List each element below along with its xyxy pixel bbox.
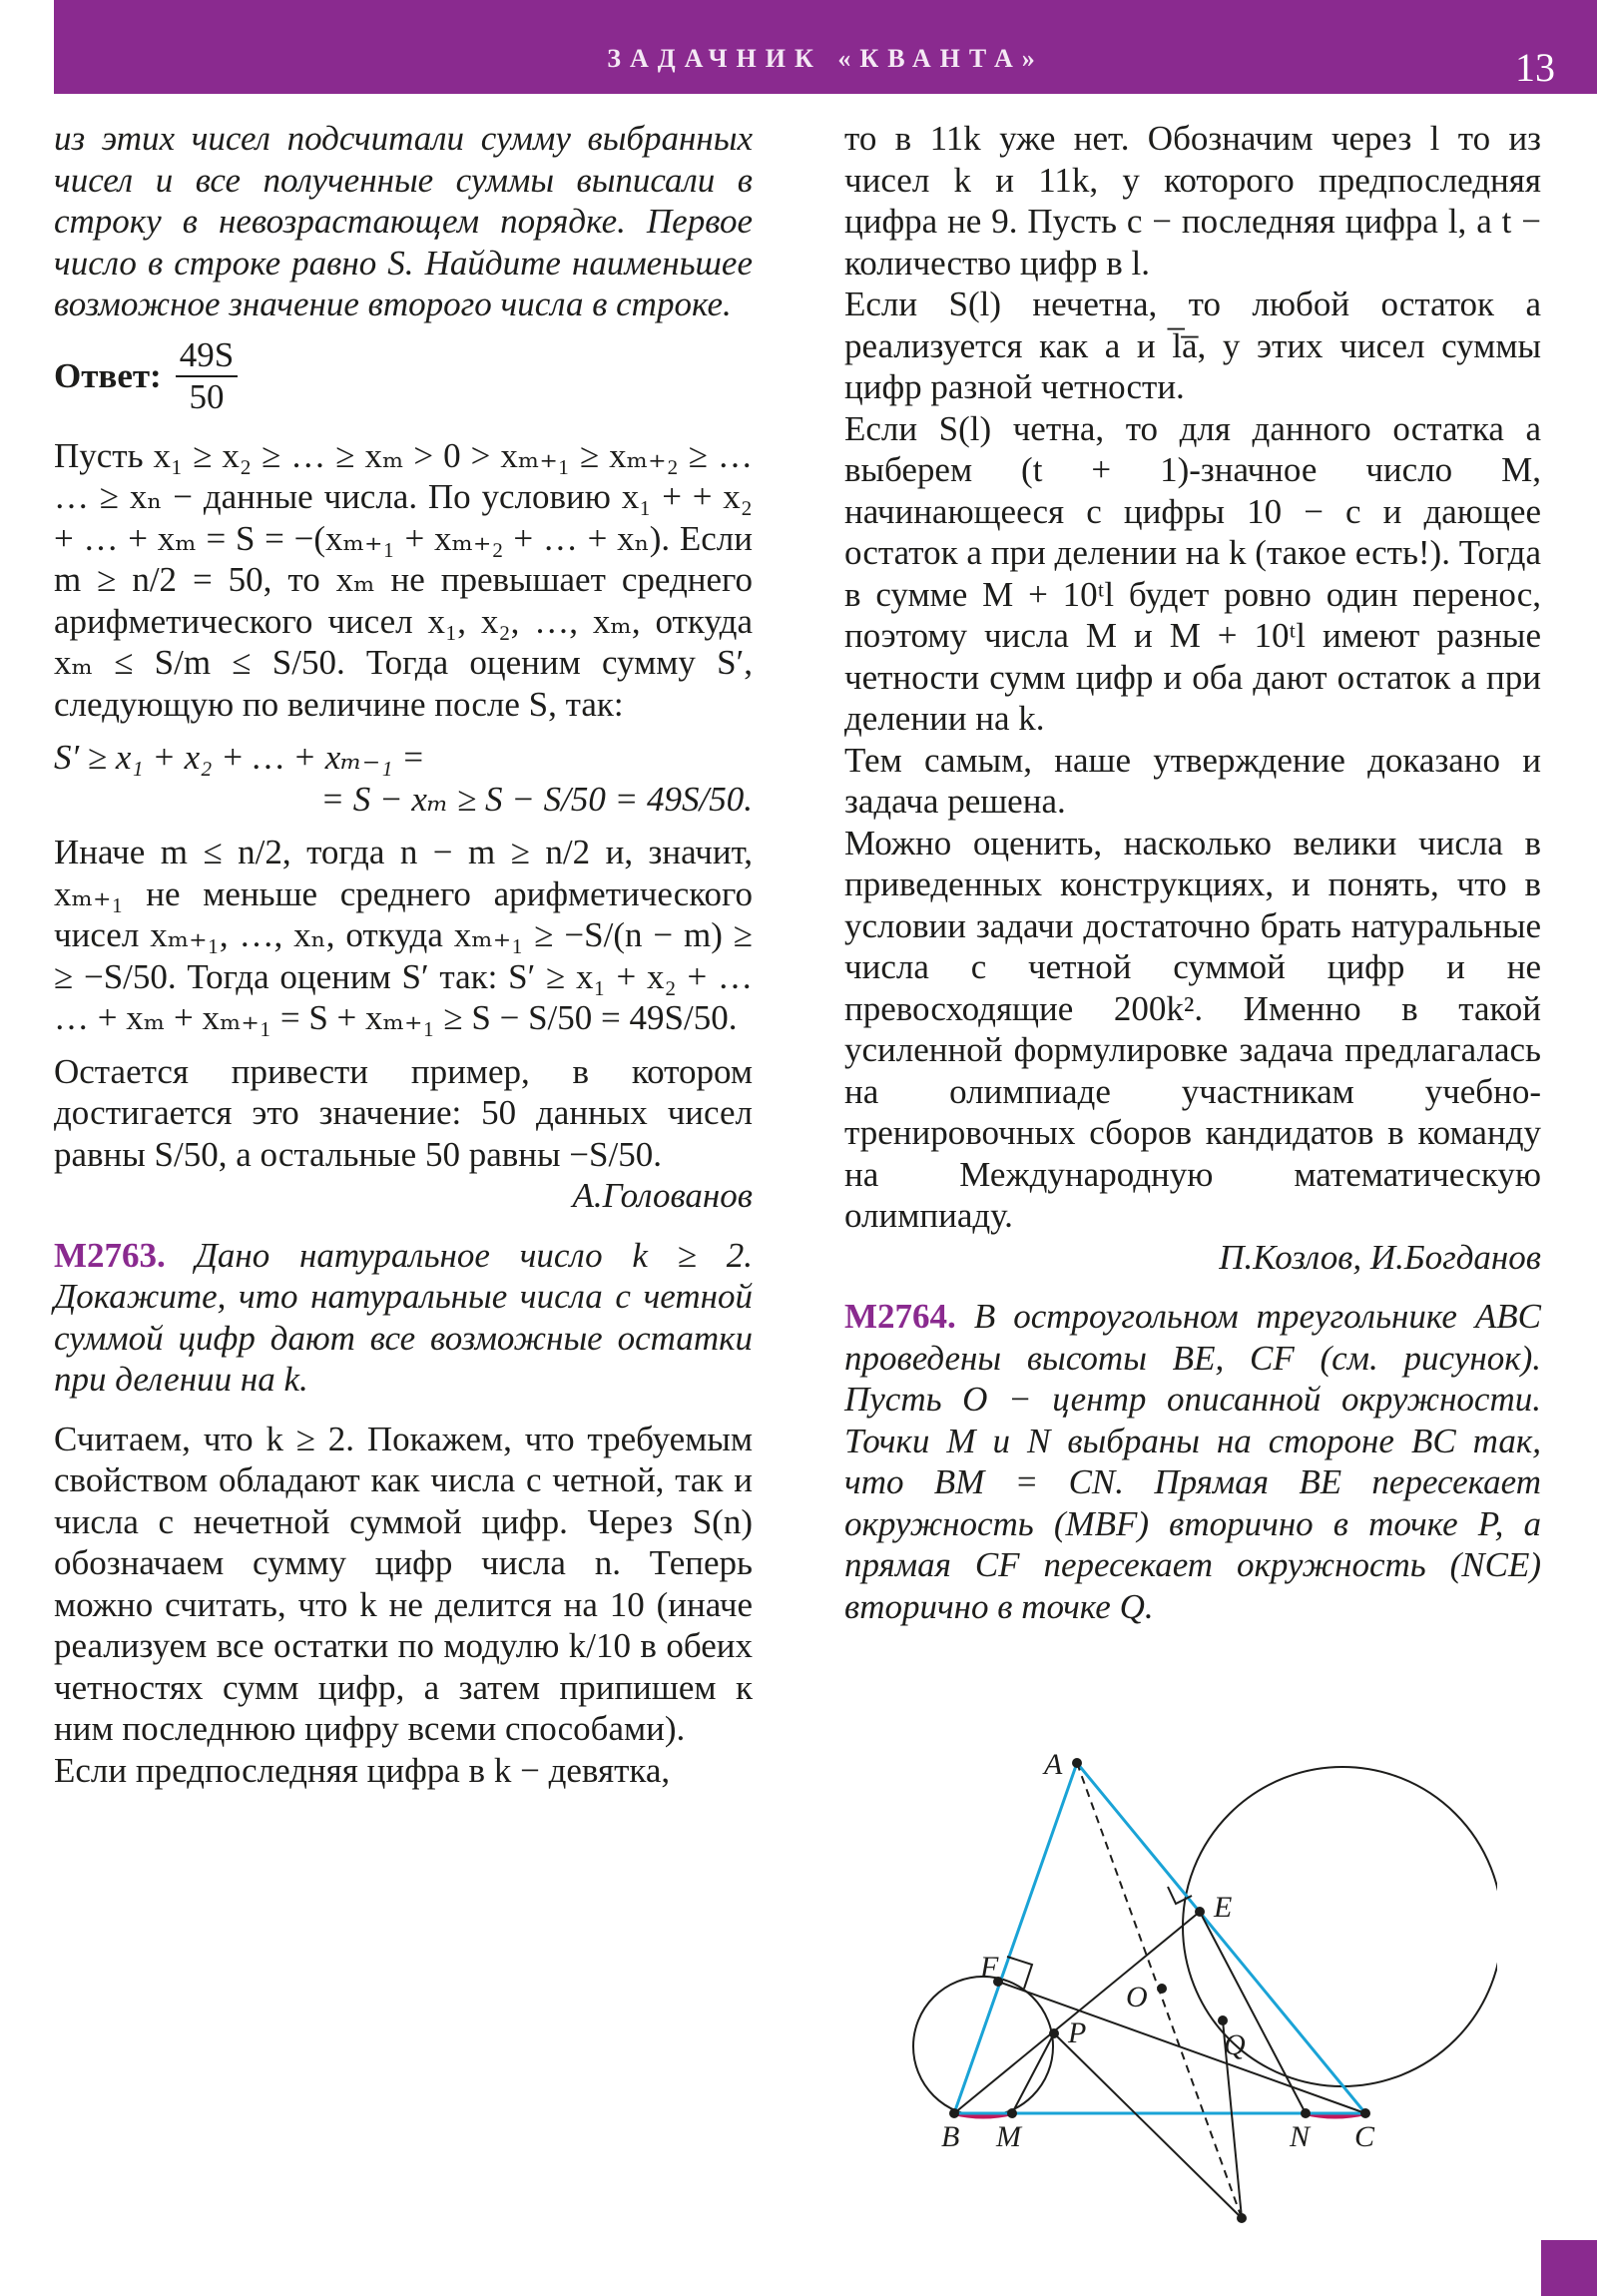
- right-paragraph-1: то в 11k уже нет. Обозначим через l то из чисел k и 11k, у которого предпоследняя цифра не 9. Пусть c − последняя цифра l, а t − количество цифр в l.: [844, 119, 1541, 283]
- formula-line-2: = S − xₘ ≥ S − S/50 = 49S/50.: [320, 779, 753, 819]
- solution-paragraph-3: Остается привести пример, в котором достигается это значение: 50 данных чисел равны S/50, а остальные 50 равны −S/50.: [54, 1051, 753, 1174]
- label-c: C: [1354, 2120, 1375, 2153]
- answer-block: [54, 335, 753, 417]
- formula-line-1: S′ ≥ x₁ + x₂ + … + xₘ₋₁ =: [54, 738, 425, 777]
- problem-text-m2763: Дано натуральное число k ≥ 2. Докажите, что натуральные числа с четной суммой цифр дают все возможные остатки при делении на k.: [54, 1235, 753, 1399]
- geometry-figure: [898, 1742, 1497, 2231]
- label-m: M: [996, 2120, 1021, 2153]
- right-column: [844, 118, 1541, 1627]
- label-p: P: [1068, 2016, 1087, 2049]
- problem-m2764: [844, 1296, 1541, 1627]
- point-q: [1218, 2015, 1228, 2025]
- point-p: [1049, 2028, 1059, 2038]
- right-paragraph-3: Если S(l) четна, то для данного остатка a выберем (t + 1)-значное число M, начинающееся с цифры 10 − c и дающее остаток a при делении на k (такое есть!). Тогда в сумме M + 10ᵗl будет ровно один перенос, поэтому числа M и M + 10ᵗl имеют разные четности сумм цифр и оба дают остаток a при делении на k.: [844, 408, 1541, 738]
- problem-number-m2764: М2764.: [844, 1297, 956, 1336]
- label-a: A: [1044, 1748, 1063, 1781]
- right-angle-f: [1007, 1957, 1032, 1989]
- page-header: [54, 0, 1597, 94]
- answer-numerator: 49S: [176, 335, 238, 377]
- point-m: [1007, 2108, 1017, 2118]
- solution-paragraph-2: Иначе m ≤ n/2, тогда n − m ≥ n/2 и, значит, xₘ₊₁ не меньше среднего арифметического чисел xₘ₊₁, …, xₙ, откуда xₘ₊₁ ≥ −S/(n − m) ≥ ≥ −S/50. Тогда оценим S′ так: S′ ≥ x₁ + x₂ + … … + xₘ + xₘ₊₁ = S + xₘ₊₁ ≥ S − S/50 = 49S/50.: [54, 833, 753, 1037]
- label-o: O: [1126, 1981, 1148, 2013]
- left-column: [54, 118, 753, 1791]
- point-a: [1072, 1758, 1082, 1768]
- journal-section-title: ЗАДАЧНИК «КВАНТА»: [607, 44, 1044, 73]
- point-b: [949, 2108, 959, 2118]
- label-q: Q: [1224, 2028, 1246, 2061]
- solution-paragraph-1: Пусть x₁ ≥ x₂ ≥ … ≥ xₘ > 0 > xₘ₊₁ ≥ xₘ₊₂ ≥ … … ≥ xₙ − данные числа. По условию x₁ + + x₂ + … + xₘ = S = −(xₘ₊₁ + xₘ₊₂ + … + xₙ). Если m ≥ n/2 = 50, то xₘ не превышает среднего арифметического чисел x₁, x₂, …, xₘ, откуда xₘ ≤ S/m ≤ S/50. Тогда оценим сумму S′, следующую по величине после S, так:: [54, 435, 753, 724]
- problem-number-m2763: М2763.: [54, 1235, 166, 1275]
- solution-paragraph-4: Считаем, что k ≥ 2. Покажем, что требуемым свойством обладают как числа с четной, так и числа с нечетной суммой цифр. Через S(n) обозначаем сумму цифр числа n. Теперь можно считать, что k не делится на 10 (иначе реализуем все остатки по модулю k/10 в обеих четностях сумм цифр, а затем припишем к ним последнюю цифру всеми способами).: [54, 1419, 753, 1748]
- right-paragraph-5: Можно оценить, насколько велики числа в приведенных конструкциях, и понять, что в условии задачи достаточно брать натуральные числа с четной суммой цифр и не превосходящие 200k². Именно в такой усиленной формулировке задача предлагалась на олимпиаде участникам учебно-тренировочных сборов кандидатов в команду на Международную математическую олимпиаду.: [844, 823, 1541, 1235]
- right-paragraph-2: Если S(l) нечетна, то любой остаток a реализуется как a и l̅a̅, у этих чисел суммы цифр разной четности.: [844, 285, 1541, 406]
- circle-mbf: [913, 1977, 1053, 2116]
- page-corner-tab: [1541, 2240, 1597, 2296]
- point-o: [1157, 1984, 1167, 1994]
- problem-m2763: [54, 1235, 753, 1401]
- author-signature-1: А.Голованов: [572, 1176, 753, 1215]
- point-n: [1301, 2108, 1311, 2118]
- point-bottom: [1237, 2213, 1247, 2223]
- answer-denominator: 50: [189, 376, 225, 416]
- answer-label: Ответ:: [54, 355, 162, 395]
- problem-statement-end: из этих чисел подсчитали сумму выбранных чисел и все полученные суммы выписали в строку в невозрастающем порядке. Первое число в строке равно S. Найдите наименьшее возможное значение второго числа в строке.: [54, 119, 753, 323]
- label-b: B: [941, 2120, 960, 2153]
- triangle-abc: [954, 1763, 1365, 2113]
- right-paragraph-4: Тем самым, наше утверждение доказано и задача решена.: [844, 740, 1541, 821]
- page-number: 13: [1515, 45, 1555, 90]
- line-p-bottom: [1054, 2033, 1242, 2218]
- line-en: [1200, 1912, 1306, 2113]
- point-e: [1195, 1907, 1205, 1917]
- label-f: F: [980, 1951, 999, 1984]
- answer-fraction: [176, 335, 238, 417]
- point-c: [1360, 2108, 1370, 2118]
- solution-paragraph-5: Если предпоследняя цифра в k − девятка,: [54, 1750, 671, 1790]
- label-e: E: [1214, 1891, 1233, 1924]
- author-signature-2: П.Козлов, И.Богданов: [1219, 1237, 1541, 1277]
- label-n: N: [1290, 2120, 1311, 2153]
- problem-text-m2764: В остроугольном треугольнике ABC проведены высоты BE, CF (см. рисунок). Пусть O − центр описанной окружности. Точки M и N выбраны на стороне BC так, что BM = CN. Прямая BE пересекает окружность (MBF) вторично в точке P, а прямая CF пересекает окружность (NCE) вторично в точке Q.: [844, 1297, 1542, 1626]
